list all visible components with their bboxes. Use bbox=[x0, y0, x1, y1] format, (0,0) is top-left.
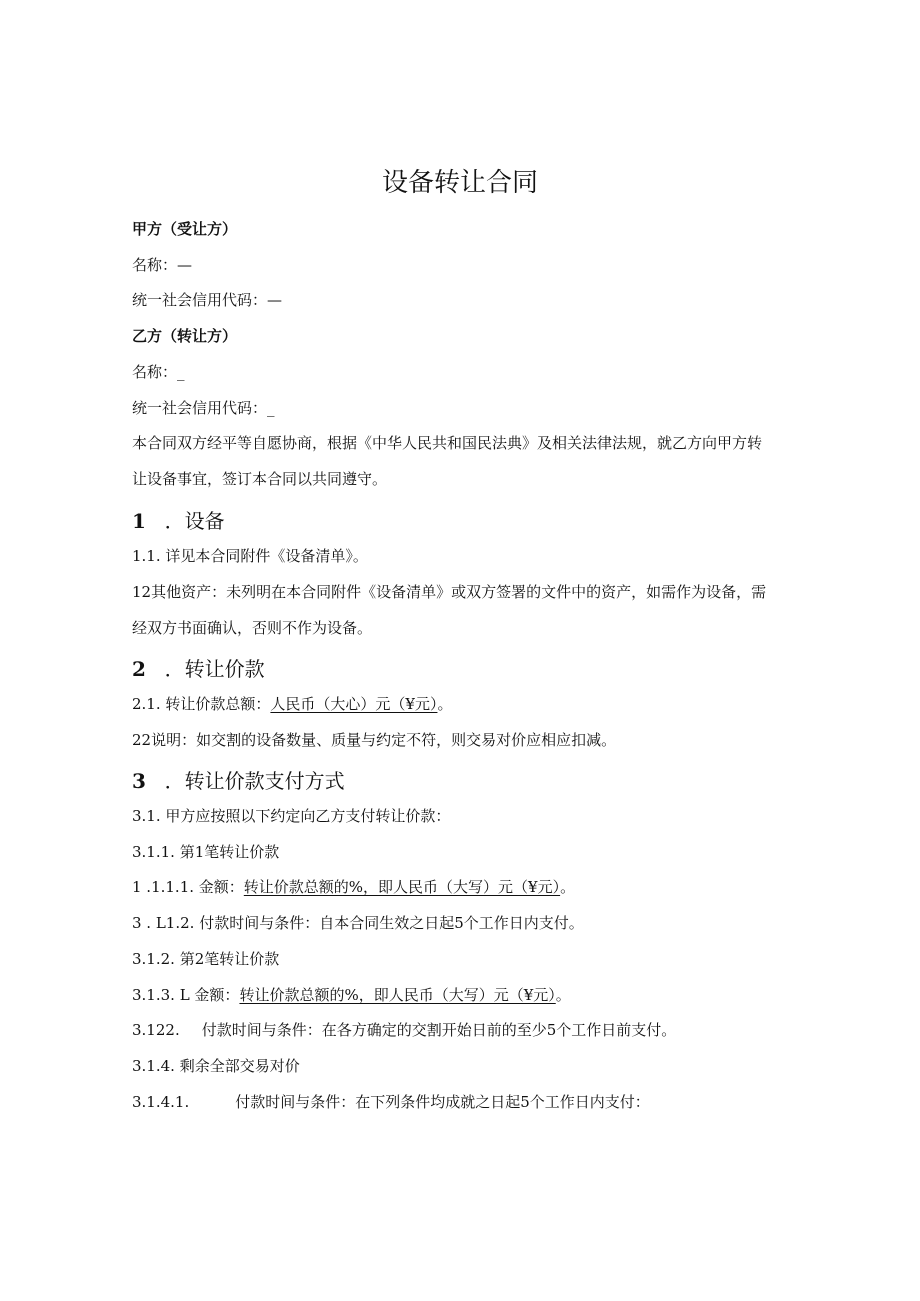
clause-3-1-4-1 bbox=[132, 1092, 650, 1112]
section-3-title: ．转让价款支付方式 bbox=[164, 769, 345, 793]
clause-3-1-2: 3.1.2. 第2笔转让价款 bbox=[132, 950, 280, 968]
clause-2-1-end: 。 bbox=[437, 695, 453, 713]
party-a-credit-code: 统一社会信用代码：— bbox=[132, 291, 283, 309]
party-b-credit-code: 统一社会信用代码：_ bbox=[132, 399, 275, 417]
clause-3-1-2-2-text: 付款时间与条件：在各方确定的交割开始日前的至少5个工作日前支付。 bbox=[201, 1021, 677, 1039]
section-1-number: 1 bbox=[132, 509, 146, 533]
clause-1-1: 1.1. 详见本合同附件《设备清单》。 bbox=[132, 547, 368, 565]
party-b-name: 名称：_ bbox=[132, 363, 185, 381]
clause-1-2-line-2: 经双方书面确认，否则不作为设备。 bbox=[132, 619, 373, 637]
clause-1-2-line-1: 12其他资产：未列明在本合同附件《设备清单》或双方签署的文件中的资产，如需作为设备，需 bbox=[132, 583, 767, 601]
clause-3-1-1-1 bbox=[132, 877, 575, 897]
section-3-number: 3 bbox=[132, 769, 146, 793]
party-b-heading: 乙方（转让方） bbox=[132, 327, 238, 345]
clause-3-1-3-label: 3.1.3. L 金额： bbox=[132, 986, 240, 1004]
first-payment-amount-field: 转让价款总额的%，即人民币（大写）元（¥元） bbox=[243, 878, 561, 896]
preamble-line-1: 本合同双方经平等自愿协商，根据《中华人民共和国民法典》及相关法律法规，就乙方向甲方转 bbox=[132, 434, 763, 452]
document-title: 设备转让合同 bbox=[381, 168, 538, 198]
section-2-title: ．转让价款 bbox=[164, 657, 265, 681]
clause-3-1-3 bbox=[132, 985, 571, 1005]
party-a-name: 名称：— bbox=[132, 256, 193, 274]
clause-3-1-2-2-number: 3.122. bbox=[132, 1021, 180, 1039]
clause-3-1-3-end: 。 bbox=[555, 986, 571, 1004]
clause-3-1: 3.1. 甲方应按照以下约定向乙方支付转让价款： bbox=[132, 807, 451, 825]
clause-3-1-1-2: 3 . L1.2. 付款时间与条件：自本合同生效之日起5个工作日内支付。 bbox=[132, 914, 584, 932]
section-1-title: ．设备 bbox=[164, 509, 225, 533]
clause-3-1-4-1-number: 3.1.4.1. bbox=[132, 1093, 190, 1111]
clause-3-1-4-1-text: 付款时间与条件：在下列条件均成就之日起5个工作日内支付： bbox=[235, 1093, 650, 1111]
section-2-heading bbox=[132, 656, 265, 682]
clause-3-1-2-2 bbox=[132, 1020, 676, 1040]
section-3-heading bbox=[132, 768, 345, 794]
clause-3-1-1-1-end: 。 bbox=[560, 878, 576, 896]
clause-2-2: 22说明：如交割的设备数量、质量与约定不符，则交易对价应相应扣减。 bbox=[132, 731, 617, 749]
clause-3-1-4: 3.1.4. 剩余全部交易对价 bbox=[132, 1057, 300, 1075]
second-payment-amount-field: 转让价款总额的%，即人民币（大写）元（¥元） bbox=[239, 986, 556, 1004]
party-a-heading: 甲方（受让方） bbox=[132, 220, 238, 238]
section-2-number: 2 bbox=[132, 657, 146, 681]
clause-3-1-1: 3.1.1. 第1笔转让价款 bbox=[132, 843, 280, 861]
clause-2-1-label: 2.1. 转让价款总额： bbox=[132, 695, 271, 713]
preamble-line-2: 让设备事宜，签订本合同以共同遵守。 bbox=[132, 470, 388, 488]
total-price-field: 人民币（大心）元（¥元） bbox=[270, 695, 438, 713]
clause-2-1 bbox=[132, 694, 452, 714]
section-1-heading bbox=[132, 508, 225, 534]
clause-3-1-1-1-label: 1 .1.1.1. 金额： bbox=[132, 878, 244, 896]
